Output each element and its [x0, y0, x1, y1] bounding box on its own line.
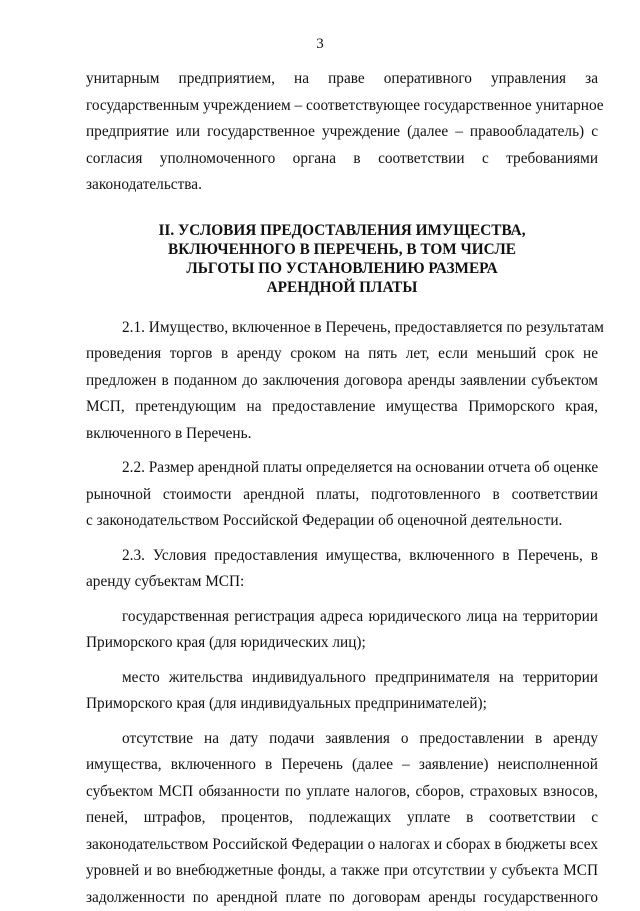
text-line: законодательством Российской Федерации о налогах и сборах в бюджеты всех [86, 832, 598, 859]
heading-line: ВКЛЮЧЕННОГО В ПЕРЕЧЕНЬ, В ТОМ ЧИСЛЕ [86, 240, 598, 259]
text-line: Приморского края (для индивидуальных предпринимателей); [86, 691, 598, 718]
text-line: 2.2. Размер арендной платы определяется на основании отчета об оценке [86, 455, 598, 482]
text-line: рыночной стоимости арендной платы, подготовленного в соответствии [86, 482, 598, 509]
text-line: пеней, штрафов, процентов, подлежащих уплате в соответствии с [86, 805, 598, 832]
text-line: включенного в Перечень. [86, 421, 598, 448]
page-number: 3 [0, 36, 640, 53]
text-line: унитарным предприятием, на праве оперативного управления за [86, 66, 598, 93]
text-line: отсутствие на дату подачи заявления о предоставлении в аренду [86, 726, 598, 753]
text-line: место жительства индивидуального предпринимателя на территории [86, 665, 598, 692]
paragraph-2-3-legal-entities [86, 604, 598, 657]
text-line: предприятие или государственное учреждение (далее – правообладатель) с [86, 119, 598, 146]
text-line: законодательства. [86, 172, 598, 199]
text-line: аренду субъектам МСП: [86, 569, 598, 596]
text-line: предложен в поданном до заключения договора аренды заявлении субъектом [86, 368, 598, 395]
text-line: согласия уполномоченного органа в соответствии с требованиями [86, 146, 598, 173]
text-line: субъектом МСП обязанности по уплате налогов, сборов, страховых взносов, [86, 779, 598, 806]
text-line: задолженности по арендной плате по договорам аренды государственного [86, 885, 598, 911]
text-line: МСП, претендующим на предоставление имущества Приморского края, [86, 394, 598, 421]
heading-line: АРЕНДНОЙ ПЛАТЫ [86, 278, 598, 297]
heading-line: ЛЬГОТЫ ПО УСТАНОВЛЕНИЮ РАЗМЕРА [86, 259, 598, 278]
text-line: уровней и во внебюджетные фонды, а также при отсутствии у субъекта МСП [86, 858, 598, 885]
text-line: 2.1. Имущество, включенное в Перечень, предоставляется по результатам [86, 315, 598, 342]
paragraph-2-3-entrepreneurs [86, 665, 598, 718]
section-heading [86, 221, 598, 297]
paragraph-2-1 [86, 315, 598, 448]
paragraph-2-3 [86, 543, 598, 596]
text-line: государственная регистрация адреса юридического лица на территории [86, 604, 598, 631]
text-line: проведения торгов в аренду сроком на пять лет, если меньший срок не [86, 341, 598, 368]
text-line: Приморского края (для юридических лиц); [86, 630, 598, 657]
paragraph-2-2 [86, 455, 598, 535]
text-line: с законодательством Российской Федерации об оценочной деятельности. [86, 508, 598, 535]
intro-paragraph [86, 66, 598, 199]
document-body [86, 66, 598, 911]
text-line: имущества, включенного в Перечень (далее – заявление) неисполненной [86, 752, 598, 779]
text-line: государственным учреждением – соответствующее государственное унитарное [86, 93, 598, 120]
paragraph-2-3-no-debts [86, 726, 598, 911]
heading-line: II. УСЛОВИЯ ПРЕДОСТАВЛЕНИЯ ИМУЩЕСТВА, [86, 221, 598, 240]
text-line: 2.3. Условия предоставления имущества, включенного в Перечень, в [86, 543, 598, 570]
